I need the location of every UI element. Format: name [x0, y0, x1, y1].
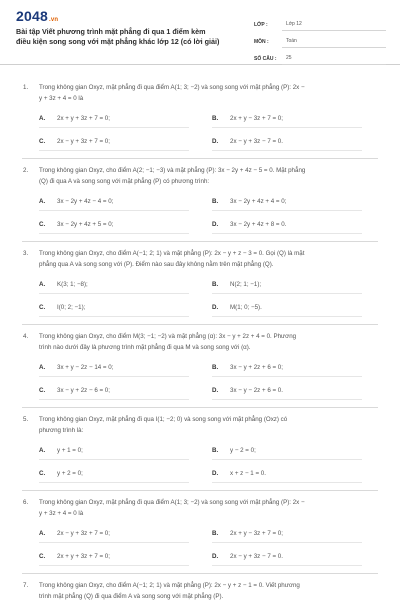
option-text: y + 1 = 0; [57, 446, 83, 454]
option-text: 3x − 2y + 4z − 4 = 0; [57, 197, 114, 205]
meta-value: 25 [282, 55, 386, 65]
question-line: phương trình là: [39, 426, 84, 434]
option-text: N(2; 1; −1); [230, 280, 262, 288]
option-letter: A. [39, 197, 46, 205]
meta-key: SỐ CÂU : [254, 56, 277, 62]
option-d[interactable] [212, 215, 362, 234]
option-letter: D. [212, 552, 219, 560]
option-letter: D. [212, 303, 219, 311]
question-number: 4. [23, 333, 29, 340]
question-divider [22, 490, 378, 491]
option-a[interactable] [39, 192, 189, 211]
question-number: 2. [23, 167, 29, 174]
meta-value: Lớp 12 [282, 21, 386, 31]
question-divider [22, 407, 378, 408]
question-number: 6. [23, 499, 29, 506]
option-b[interactable] [212, 358, 362, 377]
option-b[interactable] [212, 441, 362, 460]
option-letter: C. [39, 303, 46, 311]
option-text: 2x + y + 3z + 7 = 0; [57, 114, 110, 122]
option-text: 3x + y − 2z − 14 = 0; [57, 363, 114, 371]
option-text: y − 2 = 0; [230, 446, 256, 454]
question-line: (Q) đi qua A và song song với mặt phẳng (P) có phương trình: [39, 177, 210, 185]
question-text [23, 415, 385, 436]
option-c[interactable] [39, 464, 189, 483]
option-c[interactable] [39, 215, 189, 234]
option-text: 2x − y + 3z + 7 = 0; [57, 529, 110, 537]
option-letter: D. [212, 469, 219, 477]
option-text: 3x − y − 2z + 6 = 0. [230, 386, 283, 394]
option-letter: C. [39, 220, 46, 228]
option-text: 3x − y + 2z + 6 = 0; [230, 363, 283, 371]
logo-main: 2048 [16, 8, 48, 24]
option-c[interactable] [39, 547, 189, 566]
option-a[interactable] [39, 358, 189, 377]
option-c[interactable] [39, 298, 189, 317]
question-line: phẳng qua A và song song với (P). Điểm nào sau đây không nằm trên mặt phẳng (Q). [39, 260, 274, 268]
option-letter: B. [212, 363, 219, 371]
question-divider [22, 324, 378, 325]
question-number: 5. [23, 416, 29, 423]
question-number: 7. [23, 582, 29, 589]
option-text: 2x − y + 3z + 7 = 0; [57, 137, 110, 145]
option-letter: C. [39, 552, 46, 560]
option-letter: B. [212, 114, 219, 122]
question-line: y + 3z + 4 = 0 là [39, 509, 84, 517]
option-text: I(0; 2; −1); [57, 303, 86, 311]
question-text [23, 83, 385, 104]
option-text: 2x + y + 3z + 7 = 0; [57, 552, 110, 560]
option-letter: A. [39, 446, 46, 454]
question-line: Trong không gian Oxyz, cho điểm M(3; −1; −2) và mặt phẳng (α): 3x − y + 2z + 4 = 0. Phương [39, 333, 297, 340]
option-letter: C. [39, 137, 46, 145]
option-c[interactable] [39, 132, 189, 151]
option-a[interactable] [39, 109, 189, 128]
question-text [23, 581, 385, 600]
question-divider [22, 573, 378, 574]
question-text [23, 332, 385, 353]
option-d[interactable] [212, 381, 362, 400]
option-b[interactable] [212, 524, 362, 543]
title-line-2: điều kiện song song với mặt phẳng khác lớp 12 (có lời giải) [16, 37, 220, 46]
question-line: Trong không gian Oxyz, mặt phẳng đi qua điểm A(1; 3; −2) và song song với mặt phẳng (P): 2x − [39, 84, 305, 91]
option-letter: C. [39, 386, 46, 394]
option-letter: D. [212, 386, 219, 394]
option-a[interactable] [39, 275, 189, 294]
option-letter: B. [212, 280, 219, 288]
site-logo[interactable] [16, 8, 58, 24]
option-d[interactable] [212, 298, 362, 317]
option-letter: B. [212, 529, 219, 537]
option-a[interactable] [39, 441, 189, 460]
option-text: 2x − y + 3z − 7 = 0. [230, 137, 283, 145]
question-number: 1. [23, 84, 29, 91]
question-text [23, 249, 385, 270]
option-text: x + z − 1 = 0. [230, 469, 266, 477]
option-text: 3x − 2y + 4z + 4 = 0; [230, 197, 287, 205]
option-text: 2x + y − 3z + 7 = 0; [230, 529, 283, 537]
meta-value: Toán [282, 38, 386, 48]
meta-key: LỚP : [254, 22, 268, 28]
document-header [0, 0, 400, 65]
option-b[interactable] [212, 192, 362, 211]
question-line: trình nào dưới đây là phương trình mặt phẳng đi qua M và song song với (α). [39, 343, 251, 351]
question-line: Trong không gian Oxyz, cho điểm A(−1; 2; 1) và mặt phẳng (P): 2x − y + z − 3 = 0. Gọi (Q) là mặt [39, 250, 305, 257]
question-divider [22, 158, 378, 159]
meta-key: MÔN : [254, 39, 269, 45]
option-text: 2x + y − 3z + 7 = 0; [230, 114, 283, 122]
meta-row-subject [254, 31, 386, 48]
title-line-1: Bài tập Viết phương trình mặt phẳng đi qua 1 điểm kèm [16, 27, 206, 36]
question-text [23, 498, 385, 519]
document-meta [254, 14, 386, 65]
option-letter: A. [39, 114, 46, 122]
option-letter: A. [39, 363, 46, 371]
option-d[interactable] [212, 132, 362, 151]
option-text: 3x − 2y + 4z + 8 = 0. [230, 220, 287, 228]
option-d[interactable] [212, 464, 362, 483]
option-c[interactable] [39, 381, 189, 400]
option-a[interactable] [39, 524, 189, 543]
question-line: y + 3z + 4 = 0 là [39, 94, 84, 102]
option-text: 2x − y + 3z − 7 = 0. [230, 552, 283, 560]
question-number: 3. [23, 250, 29, 257]
option-letter: D. [212, 137, 219, 145]
question-line: Trong không gian Oxyz, cho điểm A(−1; 2; 1) và mặt phẳng (P): 2x − y + z − 1 = 0. Viết phương [39, 582, 300, 589]
question-divider [22, 241, 378, 242]
option-letter: B. [212, 197, 219, 205]
meta-row-grade [254, 14, 386, 31]
option-text: K(3; 1; −8); [57, 280, 88, 288]
option-text: 3x − y + 2z − 6 = 0; [57, 386, 110, 394]
option-b[interactable] [212, 109, 362, 128]
question-line: Trong không gian Oxyz, mặt phẳng đi qua I(1; −2; 0) và song song với mặt phẳng (Oxz) có [39, 416, 288, 423]
option-letter: A. [39, 280, 46, 288]
option-letter: C. [39, 469, 46, 477]
question-line: Trong không gian Oxyz, mặt phẳng đi qua điểm A(1; 3; −2) và song song với mặt phẳng (P): 2x − [39, 499, 305, 506]
meta-row-count [254, 48, 386, 65]
option-letter: B. [212, 446, 219, 454]
option-text: M(1; 0; −5). [230, 303, 262, 311]
question-line: trình mặt phẳng (Q) đi qua điểm A và song song với mặt phẳng (P). [39, 592, 224, 600]
option-d[interactable] [212, 547, 362, 566]
logo-suffix: .vn [48, 17, 59, 23]
option-text: y + 2 = 0; [57, 469, 83, 477]
option-text: 3x − 2y + 4z + 5 = 0; [57, 220, 114, 228]
question-line: Trong không gian Oxyz, cho điểm A(2; −1; −3) và mặt phẳng (P): 3x − 2y + 4z − 5 = 0. Mặt phẳng [39, 167, 306, 174]
option-b[interactable] [212, 275, 362, 294]
option-letter: A. [39, 529, 46, 537]
question-text [23, 166, 385, 187]
option-letter: D. [212, 220, 219, 228]
document-title [16, 27, 241, 47]
